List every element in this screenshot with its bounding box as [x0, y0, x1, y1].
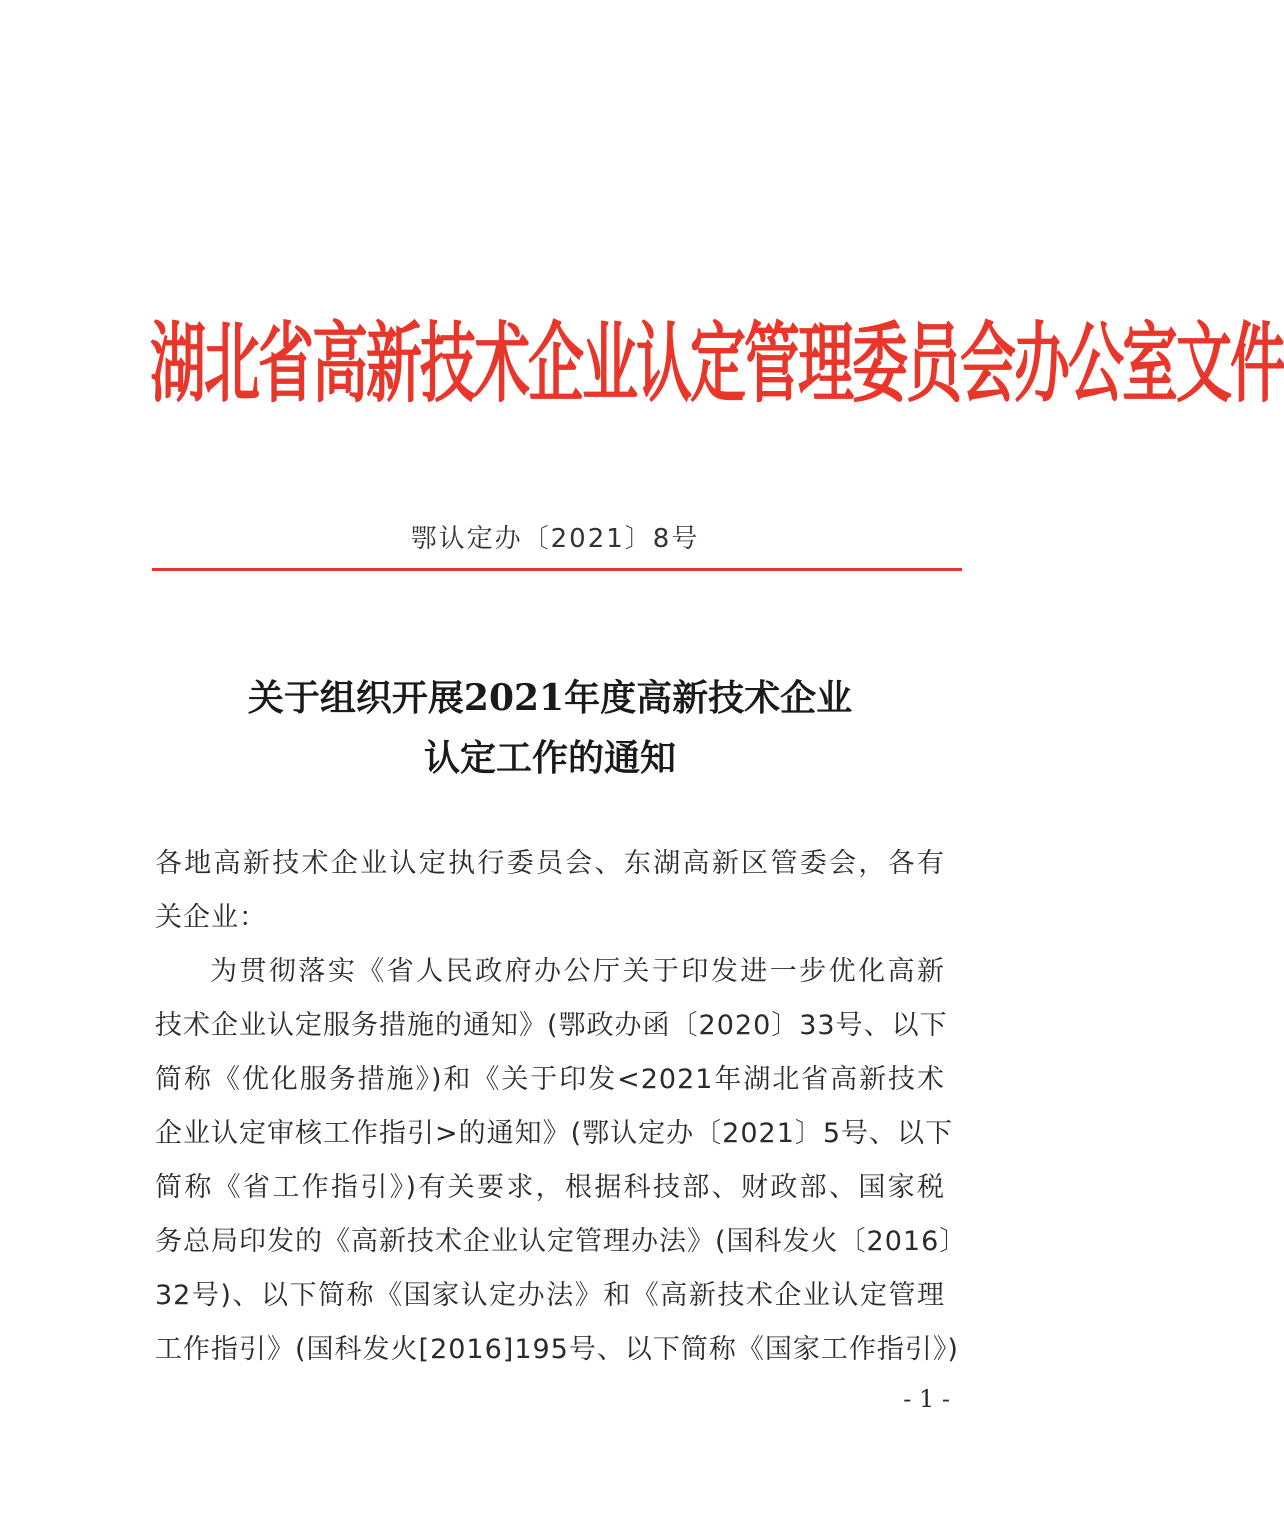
body-line: 简称《省工作指引》)有关要求，根据科技部、财政部、国家税 — [155, 1172, 945, 1203]
body-line: 关企业： — [155, 902, 267, 933]
issuing-authority-header: 湖北省高新技术企业认定管理委员会办公室文件 — [150, 313, 1284, 416]
body-line: 企业认定审核工作指引>的通知》(鄂认定办〔2021〕5号、以下 — [155, 1118, 954, 1149]
body-line: 简称《优化服务措施》)和《关于印发<2021年湖北省高新技术 — [155, 1064, 945, 1095]
notice-title-line-2: 认定工作的通知 — [423, 737, 676, 779]
body-line: 务总局印发的《高新技术企业认定管理办法》(国科发火〔2016〕 — [155, 1226, 968, 1257]
notice-title-line-1: 关于组织开展2021年度高新技术企业 — [247, 677, 853, 719]
page-number: - 1 - — [903, 1385, 950, 1413]
body-line: 技术企业认定服务措施的通知》(鄂政办函〔2020〕33号、以下 — [155, 1010, 948, 1041]
body-line: 各地高新技术企业认定执行委员会、东湖高新区管委会，各有 — [155, 848, 945, 879]
body-line: 32号)、以下简称《国家认定办法》和《高新技术企业认定管理 — [155, 1280, 945, 1311]
document-number: 鄂认定办〔2021〕8号 — [410, 524, 700, 554]
red-divider-line — [152, 568, 962, 571]
body-line: 为贯彻落实《省人民政府办公厅关于印发进一步优化高新 — [210, 956, 945, 987]
body-line: 工作指引》(国科发火[2016]195号、以下简称《国家工作指引》) — [155, 1334, 959, 1365]
